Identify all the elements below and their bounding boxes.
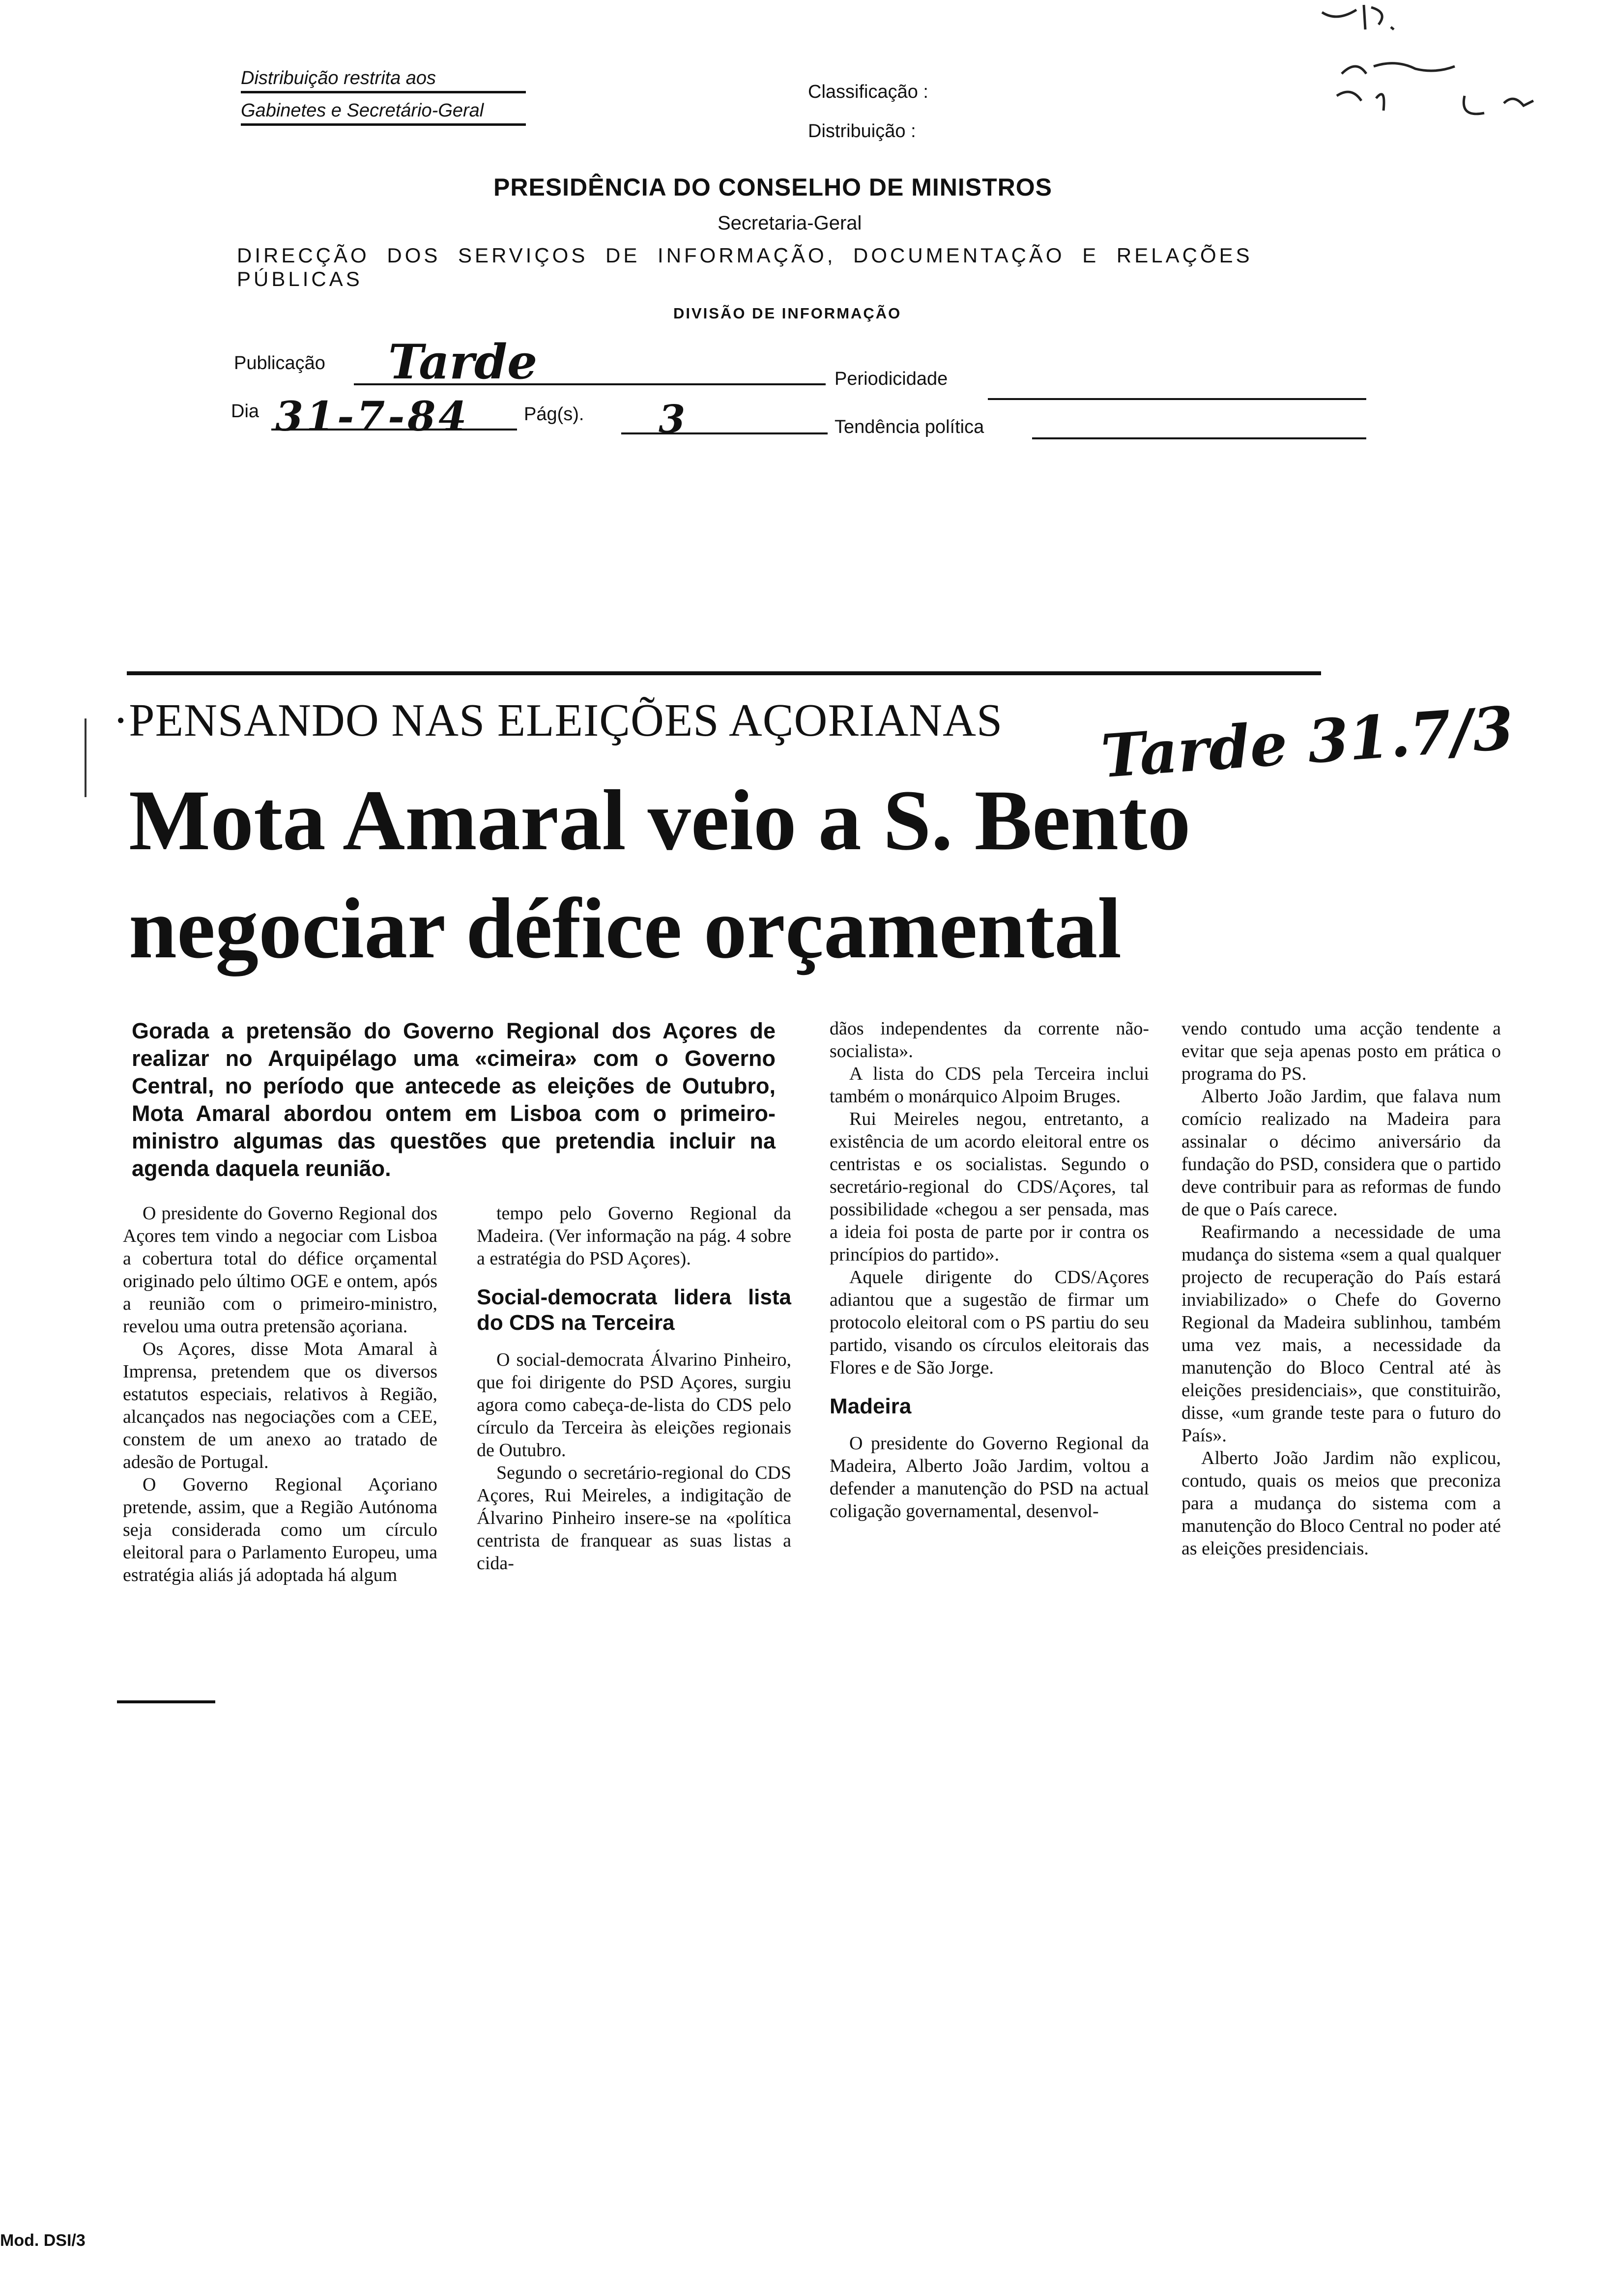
headline-line-1: Mota Amaral veio a S. Bento: [129, 773, 1191, 868]
paragraph: O Governo Regional Açoriano pretende, assim, que a Região Autónoma seja considerada como um círculo eleitoral para o Parlamento Europeu, uma estratégia aliás já adoptada há algum: [123, 1474, 437, 1585]
paragraph: Reafirmando a necessidade de uma mudança do sistema «sem a qual qualquer projecto de recuperação do País estará inviabilizado» o Chefe do Governo Regional da Madeira sublinhou, também uma vez mais, a necessidade da manutenção do Bloco Central até às eleições presidenciais», que constituirão, disse, «um grande teste para o futuro do País».: [1181, 1222, 1501, 1446]
header-subtitle: Secretaria-Geral: [718, 212, 862, 234]
article-top-rule: [127, 671, 1321, 675]
column-end-rule: [117, 1700, 215, 1703]
paragraph: O social-democrata Álvarino Pinheiro, que foi dirigente do PSD Açores, surgiu agora como cabeça-de-lista do CDS pelo círculo da Terceira às eleições regionais de Outubro.: [477, 1349, 791, 1461]
paragraph: Rui Meireles negou, entretanto, a existência de um acordo eleitoral entre os centristas e os socialistas. Segundo o secretário-regional do CDS/Açores, tal possibilidade «chegou a ser pensada, mas a ideia foi posta de parte por ir contra os princípios do partido».: [830, 1109, 1149, 1265]
article-column-1: [123, 1202, 437, 1586]
clipping-edge-mark: [85, 718, 86, 797]
classificacao-label: Classificação :: [808, 82, 928, 102]
distribution-restriction: [241, 68, 526, 126]
paragraph: Segundo o secretário-regional do CDS Açores, Rui Meireles, a indigitação de Álvarino Pinheiro insere-se na «política centrista de franquear as suas listas a cida-: [477, 1463, 791, 1574]
publicacao-value: Tarde: [388, 334, 538, 390]
article-column-2: [477, 1202, 791, 1575]
paragraph: Alberto João Jardim não explicou, contudo, quais os meios que preconiza para a mudança do sistema com a manutenção do Bloco Central no poder até as eleições presidenciais.: [1181, 1448, 1501, 1559]
pags-value: 3: [659, 397, 686, 442]
periodicidade-label: Periodicidade: [835, 369, 948, 389]
pags-label: Pág(s).: [524, 404, 584, 425]
headline-line-2: negociar défice orçamental: [129, 881, 1122, 976]
article-lead: Gorada a pretensão do Governo Regional dos Açores de realizar no Arquipélago uma «cimeira» com o Governo Central, no período que antecede as eleições de Outubro, Mota Amaral abordou ontem em Lisboa com o primeiro-ministro algumas das questões que pretendia incluir na agenda daquela reunião.: [132, 1018, 776, 1181]
dia-label: Dia: [231, 401, 259, 422]
restriction-line-1: Distribuição restrita aos: [241, 68, 526, 93]
subheading: Madeira: [830, 1394, 912, 1418]
paragraph: A lista do CDS pela Terceira inclui também o monárquico Alpoim Bruges.: [830, 1063, 1149, 1107]
division-label: DIVISÃO DE INFORMAÇÃO: [673, 305, 902, 322]
paragraph: Os Açores, disse Mota Amaral à Imprensa, pretendem que os diversos estatutos especiais, relativos à Região, alcançados nas negociações com a CEE, constem de um anexo ao tratado de adesão de Portugal.: [123, 1339, 437, 1472]
periodicidade-line: [988, 398, 1366, 400]
publicacao-label: Publicação: [234, 353, 325, 373]
paragraph: tempo pelo Governo Regional da Madeira. (Ver informação na pág. 4 sobre a estratégia do PSD Açores).: [477, 1203, 791, 1269]
footer-form-code: Mod. DSI/3: [0, 2231, 86, 2250]
paragraph: vendo contudo uma acção tendente a evitar que seja apenas posto em prática o programa do PS.: [1181, 1018, 1501, 1084]
subheading: Social-democrata lidera lista do CDS na Terceira: [477, 1285, 791, 1335]
paragraph: Aquele dirigente do CDS/Açores adiantou que a sugestão de firmar um protocolo eleitoral com o PS partiu do seu partido, visando os círculos eleitorais das Flores e de São Jorge.: [830, 1267, 1149, 1378]
restriction-line-2: Gabinetes e Secretário-Geral: [241, 100, 526, 126]
paragraph: Alberto João Jardim, que falava num comício realizado na Madeira para assinalar o décimo aniversário da fundação do PSD, considera que o partido deve contribuir para as reformas de fundo de que o País carece.: [1181, 1086, 1501, 1220]
article-column-4: [1181, 1017, 1501, 1560]
tendencia-line: [1032, 437, 1366, 439]
header-title: PRESIDÊNCIA DO CONSELHO DE MINISTROS: [493, 173, 1053, 201]
handwritten-scribble: [1278, 0, 1583, 138]
article-kicker: ·PENSANDO NAS ELEIÇÕES AÇORIANAS: [113, 695, 1003, 746]
handwritten-note: Tarde 31.7/3: [1099, 693, 1516, 792]
directorate-line: DIRECÇÃO DOS SERVIÇOS DE INFORMAÇÃO, DOCUMENTAÇÃO E RELAÇÕES PÚBLICAS: [237, 244, 1253, 290]
distribuicao-label: Distribuição :: [808, 121, 916, 142]
paragraph: O presidente do Governo Regional dos Açores tem vindo a negociar com Lisboa a cobertura total do défice orçamental originado pelo último OGE e ontem, após a reunião com o primeiro-ministro, revelou uma outra pretensão açoriana.: [123, 1203, 437, 1337]
pags-line: [621, 432, 828, 434]
tendencia-label: Tendência política: [835, 417, 984, 437]
paragraph: O presidente do Governo Regional da Madeira, Alberto João Jardim, voltou a defender a manutenção do PSD na actual coligação governamental, desenvol-: [830, 1433, 1149, 1521]
dia-value: 31-7-84: [275, 393, 470, 440]
article-column-3: [830, 1017, 1149, 1522]
paragraph: dãos independentes da corrente não-socialista».: [830, 1018, 1149, 1062]
